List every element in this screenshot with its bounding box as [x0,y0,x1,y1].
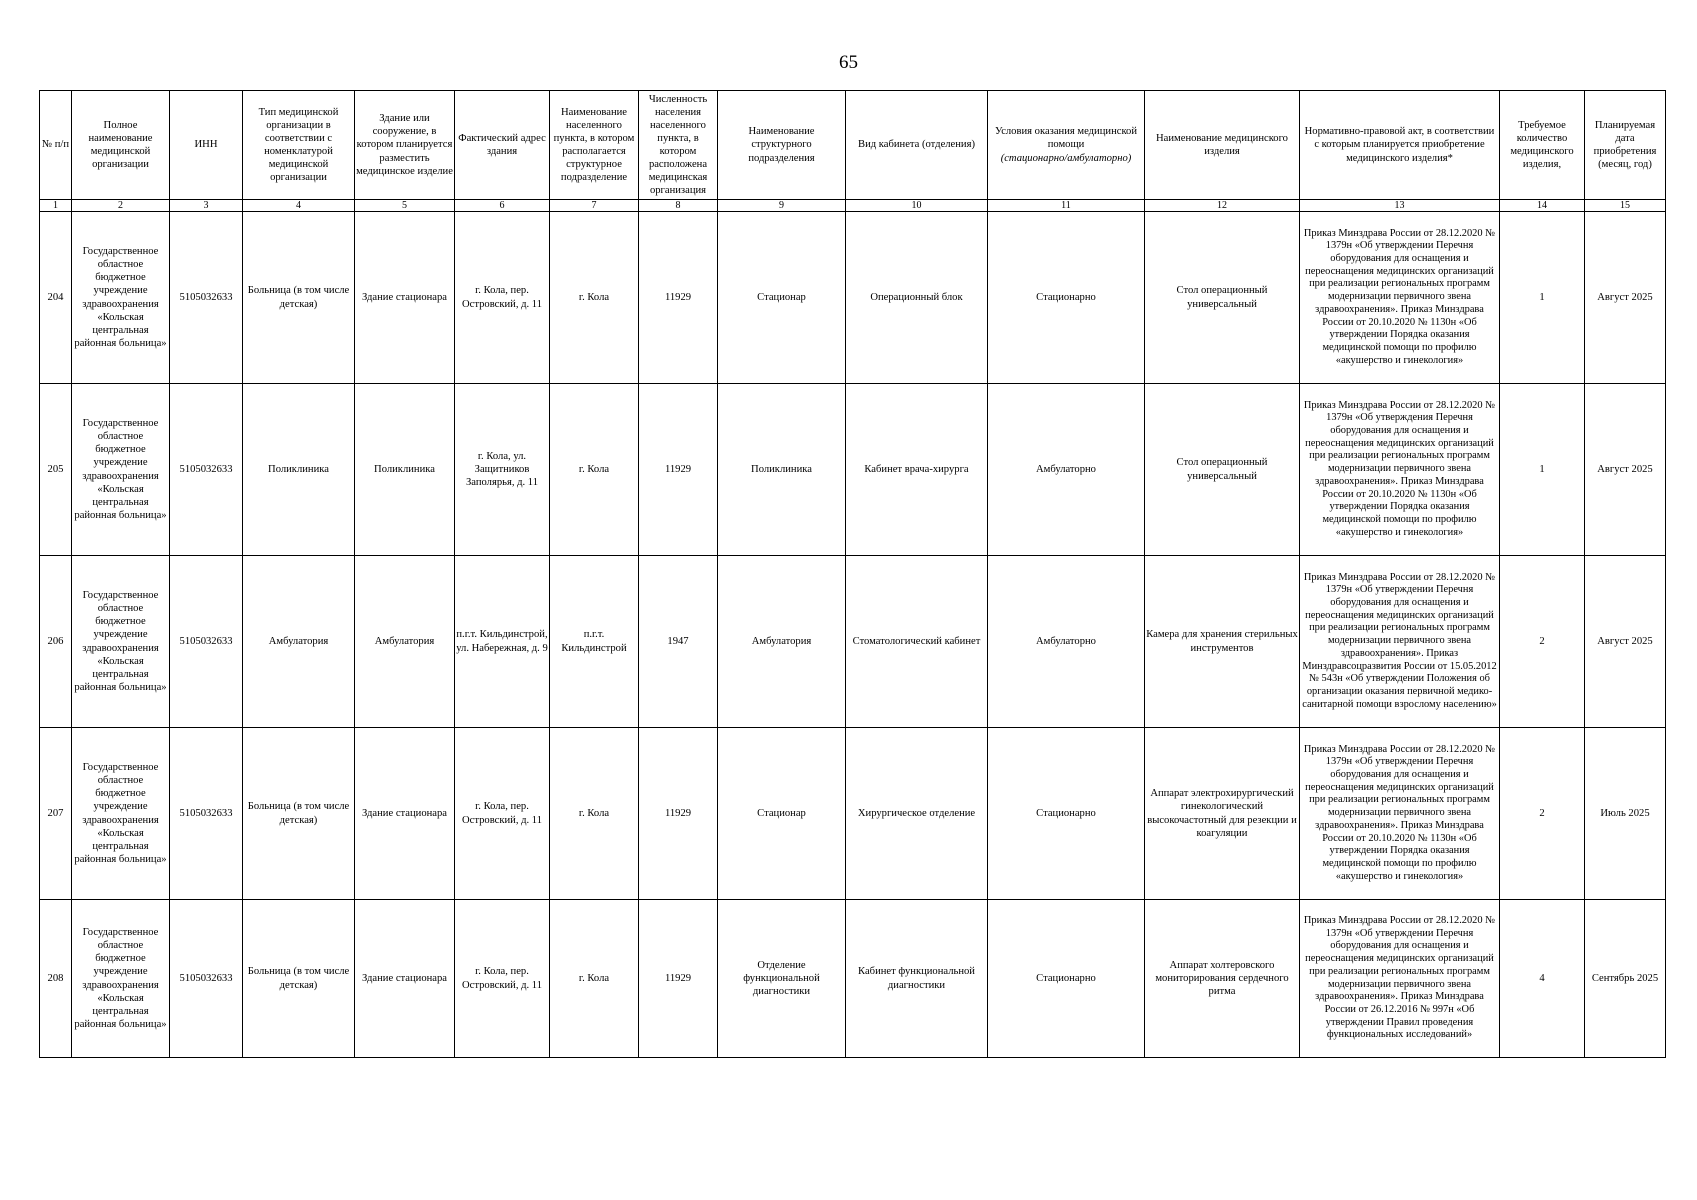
address: г. Кола, пер. Островский, д. 11 [455,728,550,900]
planned-date: Август 2025 [1585,556,1666,728]
header-cell: Нормативно-правовой акт, в соответствии с которым планируется приобретение медицинского изделия* [1300,91,1500,200]
locality: п.г.т. Кильдинстрой [550,556,639,728]
care-conditions: Амбулаторно [988,384,1145,556]
medical-device: Аппарат электрохирургический гинекологический высокочастотный для резекции и коагуляции [1145,728,1300,900]
table-row [40,556,1666,728]
inn: 5105032633 [170,900,243,1058]
header-row [40,91,1666,200]
column-number-row [40,200,1666,212]
column-number: 15 [1585,200,1666,212]
header-cell: Требуемое количество медицинского изделия, [1500,91,1585,200]
care-conditions: Стационарно [988,728,1145,900]
column-number: 8 [639,200,718,212]
structural-unit: Поликлиника [718,384,846,556]
legal-act: Приказ Минздрава России от 28.12.2020 № 1379н «Об утверждении Перечня оборудования для оснащения и переоснащения медицинских организаций при реализации региональных программ модернизации первичного звена здравоохранения». Приказ Минздрава России от 20.10.2020 № 1130н «Об утверждении Порядка оказания медицинской помощи по профилю «акушерство и гинекология» [1300,212,1500,384]
header-cell: ИНН [170,91,243,200]
column-number: 4 [243,200,355,212]
quantity: 1 [1500,384,1585,556]
header-cell: Наименование структурного подразделения [718,91,846,200]
header-cell: Здание или сооружение, в котором планируется разместить медицинское изделие [355,91,455,200]
column-number: 2 [72,200,170,212]
locality: г. Кола [550,384,639,556]
structural-unit: Стационар [718,212,846,384]
row-number: 204 [40,212,72,384]
column-number: 7 [550,200,639,212]
organization-name: Государственное областное бюджетное учреждение здравоохранения «Кольская центральная районная больница» [72,212,170,384]
quantity: 2 [1500,728,1585,900]
building: Амбулатория [355,556,455,728]
building: Здание стационара [355,212,455,384]
column-number: 9 [718,200,846,212]
planned-date: Август 2025 [1585,212,1666,384]
quantity: 4 [1500,900,1585,1058]
population: 11929 [639,384,718,556]
planned-date: Сентябрь 2025 [1585,900,1666,1058]
population: 1947 [639,556,718,728]
header-cell: Планируемая дата приобретения (месяц, год) [1585,91,1666,200]
care-conditions: Стационарно [988,900,1145,1058]
row-number: 207 [40,728,72,900]
care-conditions: Амбулаторно [988,556,1145,728]
header-cell: Полное наименование медицинской организации [72,91,170,200]
organization-type: Больница (в том числе детская) [243,212,355,384]
locality: г. Кола [550,212,639,384]
organization-type: Больница (в том числе детская) [243,900,355,1058]
inn: 5105032633 [170,728,243,900]
population: 11929 [639,212,718,384]
header-cell-conditions [988,91,1145,200]
header-cell: Наименование медицинского изделия [1145,91,1300,200]
header-cell: Наименование населенного пункта, в котором располагается структурное подразделение [550,91,639,200]
cabinet-type: Кабинет функциональной диагностики [846,900,988,1058]
medical-device: Стол операционный универсальный [1145,212,1300,384]
inn: 5105032633 [170,384,243,556]
column-number: 1 [40,200,72,212]
building: Поликлиника [355,384,455,556]
row-number: 206 [40,556,72,728]
cabinet-type: Кабинет врача-хирурга [846,384,988,556]
page-number: 65 [839,52,858,73]
row-number: 205 [40,384,72,556]
medical-device: Камера для хранения стерильных инструментов [1145,556,1300,728]
column-number: 12 [1145,200,1300,212]
population: 11929 [639,728,718,900]
planned-date: Июль 2025 [1585,728,1666,900]
inn: 5105032633 [170,556,243,728]
organization-name: Государственное областное бюджетное учреждение здравоохранения «Кольская центральная районная больница» [72,384,170,556]
cabinet-type: Стоматологический кабинет [846,556,988,728]
legal-act: Приказ Минздрава России от 28.12.2020 № 1379н «Об утверждении Перечня оборудования для оснащения и переоснащения медицинских организаций при реализации региональных программ модернизации первичного звена здравоохранения». Приказ Минздрава России от 26.12.2016 № 997н «Об утверждении Правил проведения функциональных исследований» [1300,900,1500,1058]
column-number: 14 [1500,200,1585,212]
organization-name: Государственное областное бюджетное учреждение здравоохранения «Кольская центральная районная больница» [72,556,170,728]
quantity: 1 [1500,212,1585,384]
address: г. Кола, ул. Защитников Заполярья, д. 11 [455,384,550,556]
cabinet-type: Операционный блок [846,212,988,384]
structural-unit: Амбулатория [718,556,846,728]
column-number: 11 [988,200,1145,212]
cabinet-type: Хирургическое отделение [846,728,988,900]
row-number: 208 [40,900,72,1058]
header-cell: Фактический адрес здания [455,91,550,200]
inn: 5105032633 [170,212,243,384]
header-cell: Тип медицинской организации в соответствии с номенклатурой медицинской организации [243,91,355,200]
planned-date: Август 2025 [1585,384,1666,556]
medical-device: Стол операционный универсальный [1145,384,1300,556]
column-number: 10 [846,200,988,212]
building: Здание стационара [355,900,455,1058]
organization-name: Государственное областное бюджетное учреждение здравоохранения «Кольская центральная районная больница» [72,900,170,1058]
structural-unit: Отделение функциональной диагностики [718,900,846,1058]
header-conditions-label: Условия оказания медицинской помощи [994,126,1138,151]
header-conditions-note: (стационарно/амбулаторно) [1000,152,1132,164]
column-number: 5 [355,200,455,212]
organization-type: Больница (в том числе детская) [243,728,355,900]
population: 11929 [639,900,718,1058]
medical-device: Аппарат холтеровского мониторирования сердечного ритма [1145,900,1300,1058]
table-row [40,212,1666,384]
legal-act: Приказ Минздрава России от 28.12.2020 № 1379н «Об утверждения Перечня оборудования для оснащения и переоснащения медицинских организаций при реализации региональных программ модернизации первичного звена здравоохранения». Приказ Минздрава России от 20.10.2020 № 1130н «Об утверждении Порядка оказания медицинской помощи по профилю «акушерство и гинекология» [1300,384,1500,556]
header-cell: № п/п [40,91,72,200]
table-row [40,384,1666,556]
column-number: 6 [455,200,550,212]
legal-act: Приказ Минздрава России от 28.12.2020 № 1379н «Об утверждении Перечня оборудования для оснащения и переоснащения медицинских организаций при реализации региональных программ модернизации первичного звена здравоохранения». Приказ Минздрава России от 20.10.2020 № 1130н «Об утверждении Порядка оказания медицинской помощи по профилю «акушерство и гинекология» [1300,728,1500,900]
care-conditions: Стационарно [988,212,1145,384]
structural-unit: Стационар [718,728,846,900]
column-number: 13 [1300,200,1500,212]
quantity: 2 [1500,556,1585,728]
header-cell: Численность населения населенного пункта, в котором расположена медицинская организация [639,91,718,200]
organization-type: Амбулатория [243,556,355,728]
address: п.г.т. Кильдинстрой, ул. Набережная, д. 9 [455,556,550,728]
address: г. Кола, пер. Островский, д. 11 [455,900,550,1058]
equipment-table [39,90,1666,1058]
address: г. Кола, пер. Островский, д. 11 [455,212,550,384]
table-row [40,728,1666,900]
header-cell: Вид кабинета (отделения) [846,91,988,200]
organization-name: Государственное областное бюджетное учреждение здравоохранения «Кольская центральная районная больница» [72,728,170,900]
column-number: 3 [170,200,243,212]
legal-act: Приказ Минздрава России от 28.12.2020 № 1379н «Об утверждении Перечня оборудования для оснащения и переоснащения медицинских организаций при реализации региональных программ модернизации первичного звена здравоохранения». Приказ Минздравсоцразвития России от 15.05.2012 № 543н «Об утверждении Положения об организации оказания первичной медико-санитарной помощи взрослому населению» [1300,556,1500,728]
locality: г. Кола [550,900,639,1058]
locality: г. Кола [550,728,639,900]
table-row [40,900,1666,1058]
organization-type: Поликлиника [243,384,355,556]
building: Здание стационара [355,728,455,900]
